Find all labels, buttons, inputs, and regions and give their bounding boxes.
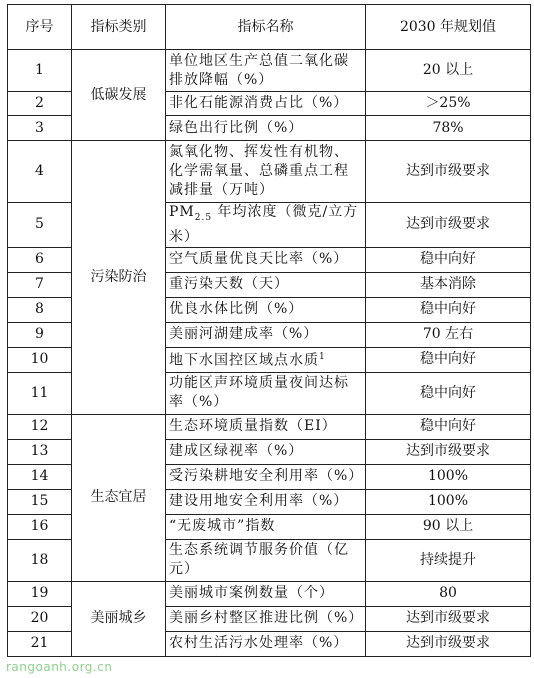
target-value: 100% xyxy=(366,489,531,514)
indicator-name xyxy=(166,347,366,372)
target-value: 持续提升 xyxy=(366,539,531,581)
target-value: 稳中向好 xyxy=(366,247,531,272)
indicator-name: 空气质量优良天比率（%） xyxy=(166,247,366,272)
row-number: 7 xyxy=(8,272,72,297)
target-value: 基本消除 xyxy=(366,272,531,297)
indicator-name: 建成区绿视率（%） xyxy=(166,439,366,464)
watermark-text: rangoanh.org.cn xyxy=(6,660,113,674)
indicator-name: 非化石能源消费占比（%） xyxy=(166,92,366,116)
row-number: 3 xyxy=(8,116,72,141)
indicator-name-text: 地下水国控区域点水质 xyxy=(169,353,319,370)
indicator-name: “无废城市”指数 xyxy=(166,514,366,539)
table-row xyxy=(8,50,531,92)
pm-subscript: 2.5 xyxy=(194,212,213,223)
row-number: 12 xyxy=(8,414,72,439)
target-value: 90 以上 xyxy=(366,514,531,539)
target-value: 78% xyxy=(366,116,531,141)
indicator-name xyxy=(166,203,366,248)
row-number: 20 xyxy=(8,606,72,631)
row-number: 1 xyxy=(8,50,72,92)
header-target-2030: 2030 年规划值 xyxy=(366,5,531,50)
indicator-name: 氮氧化物、挥发性有机物、化学需氧量、总磷重点工程减排量（万吨） xyxy=(166,141,366,203)
target-value: 达到市级要求 xyxy=(366,606,531,631)
table-row xyxy=(8,141,531,203)
indicator-name: 生态环境质量指数（EI） xyxy=(166,414,366,439)
row-number: 11 xyxy=(8,372,72,414)
category-cell: 美丽城乡 xyxy=(72,581,166,656)
target-value: 稳中向好 xyxy=(366,297,531,322)
table-header-row xyxy=(8,5,531,50)
category-cell: 生态宜居 xyxy=(72,414,166,581)
planning-indicator-table xyxy=(7,4,531,657)
pm-rest: 年均浓度（微克/立方米） xyxy=(169,204,359,245)
pm-prefix: PM xyxy=(169,204,195,220)
row-number: 4 xyxy=(8,141,72,203)
row-number: 16 xyxy=(8,514,72,539)
category-cell: 污染防治 xyxy=(72,141,166,415)
row-number: 13 xyxy=(8,439,72,464)
indicator-name: 美丽乡村整区推进比例（%） xyxy=(166,606,366,631)
target-value: 达到市级要求 xyxy=(366,203,531,248)
row-number: 19 xyxy=(8,581,72,606)
indicator-name: 美丽城市案例数量（个） xyxy=(166,581,366,606)
indicator-name: 美丽河湖建成率（%） xyxy=(166,322,366,347)
row-number: 10 xyxy=(8,347,72,372)
target-value: 80 xyxy=(366,581,531,606)
row-number: 6 xyxy=(8,247,72,272)
indicator-name: 绿色出行比例（%） xyxy=(166,116,366,141)
target-value: 稳中向好 xyxy=(366,347,531,372)
indicator-name: 受污染耕地安全利用率（%） xyxy=(166,464,366,489)
row-number: 18 xyxy=(8,539,72,581)
row-number: 8 xyxy=(8,297,72,322)
target-value: 20 以上 xyxy=(366,50,531,92)
table-row xyxy=(8,414,531,439)
header-category: 指标类别 xyxy=(72,5,166,50)
indicator-name: 重污染天数（天） xyxy=(166,272,366,297)
target-value: ＞25% xyxy=(366,92,531,116)
table-row xyxy=(8,581,531,606)
indicator-name: 优良水体比例（%） xyxy=(166,297,366,322)
row-number: 14 xyxy=(8,464,72,489)
header-indicator-name: 指标名称 xyxy=(166,5,366,50)
row-number: 2 xyxy=(8,92,72,116)
category-cell: 低碳发展 xyxy=(72,50,166,141)
target-value: 100% xyxy=(366,464,531,489)
target-value: 70 左右 xyxy=(366,322,531,347)
target-value: 达到市级要求 xyxy=(366,439,531,464)
footnote-marker: 1 xyxy=(319,352,326,363)
indicator-name: 建设用地安全利用率（%） xyxy=(166,489,366,514)
target-value: 稳中向好 xyxy=(366,372,531,414)
indicator-name: 功能区声环境质量夜间达标率（%） xyxy=(166,372,366,414)
header-serial-number: 序号 xyxy=(8,5,72,50)
target-value: 稳中向好 xyxy=(366,414,531,439)
indicator-name: 农村生活污水处理率（%） xyxy=(166,631,366,656)
row-number: 5 xyxy=(8,203,72,248)
indicator-name: 生态系统调节服务价值（亿元） xyxy=(166,539,366,581)
target-value: 达到市级要求 xyxy=(366,141,531,203)
indicator-name: 单位地区生产总值二氧化碳排放降幅（%） xyxy=(166,50,366,92)
target-value: 达到市级要求 xyxy=(366,631,531,656)
row-number: 21 xyxy=(8,631,72,656)
row-number: 9 xyxy=(8,322,72,347)
row-number: 15 xyxy=(8,489,72,514)
